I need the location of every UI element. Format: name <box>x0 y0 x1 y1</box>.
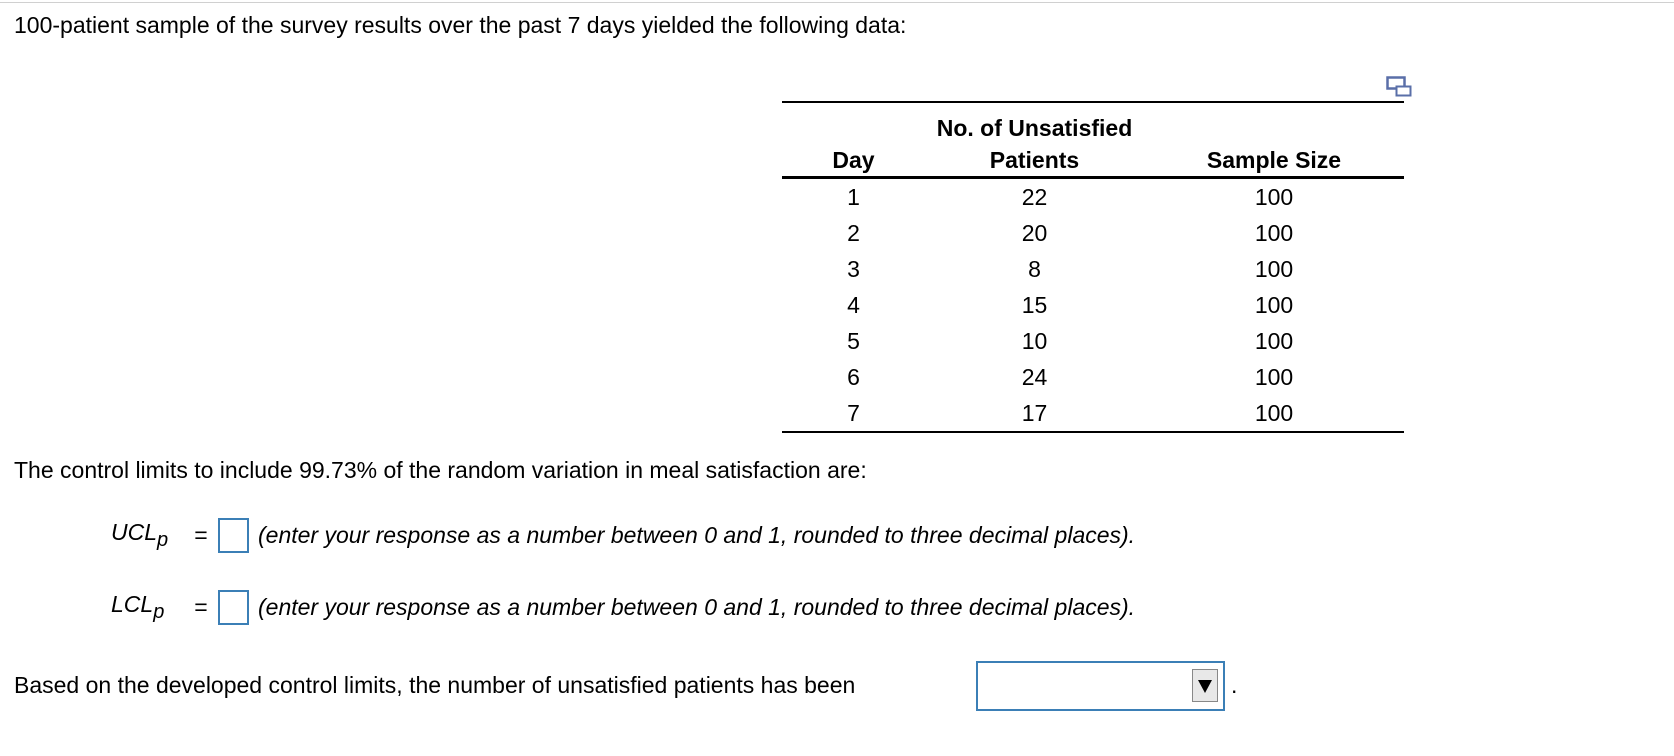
table-row <box>782 359 1404 395</box>
table-row <box>782 323 1404 359</box>
cell-sample-size: 100 <box>1254 256 1294 282</box>
table-row <box>782 395 1404 432</box>
sentence-period: . <box>1231 672 1238 698</box>
dropdown-arrow-icon[interactable] <box>1192 669 1218 702</box>
ucl-row <box>111 518 1135 553</box>
ucl-label <box>111 519 191 552</box>
cell-day: 1 <box>847 184 860 210</box>
cell-day: 5 <box>847 328 860 354</box>
header-sample-size: Sample Size <box>1206 147 1342 173</box>
cell-day: 2 <box>847 220 860 246</box>
table-row <box>782 287 1404 323</box>
copy-table-icon[interactable] <box>1386 76 1412 98</box>
cell-sample-size: 100 <box>1254 292 1294 318</box>
lcl-input[interactable] <box>218 590 249 625</box>
lcl-label <box>111 591 191 624</box>
lcl-label-text: LCL <box>111 591 154 617</box>
cell-day: 6 <box>847 364 860 390</box>
top-divider <box>0 2 1674 3</box>
header-day: Day <box>832 147 875 173</box>
cell-sample-size: 100 <box>1254 364 1294 390</box>
cell-unsatisfied: 22 <box>1021 184 1048 210</box>
table-row <box>782 251 1404 287</box>
table-header-row <box>782 102 1404 178</box>
lcl-hint: (enter your response as a number between 0 and 1, rounded to three decimal places). <box>258 594 1136 620</box>
cell-unsatisfied: 10 <box>1021 328 1048 354</box>
conclusion-text: Based on the developed control limits, the number of unsatisfied patients has been <box>14 672 856 698</box>
cell-unsatisfied: 8 <box>1028 256 1041 282</box>
cell-sample-size: 100 <box>1254 328 1294 354</box>
cell-unsatisfied: 17 <box>1021 400 1048 426</box>
lcl-subscript: p <box>153 601 165 623</box>
ucl-equals: = <box>194 522 208 548</box>
ucl-hint: (enter your response as a number between 0 and 1, rounded to three decimal places). <box>258 522 1136 548</box>
ucl-label-text: UCL <box>111 519 158 545</box>
data-table <box>782 101 1404 433</box>
table-row <box>782 215 1404 251</box>
lcl-row <box>111 590 1135 625</box>
cell-sample-size: 100 <box>1254 400 1294 426</box>
cell-sample-size: 100 <box>1254 184 1294 210</box>
cell-day: 7 <box>847 400 860 426</box>
lcl-equals: = <box>194 594 208 620</box>
cell-sample-size: 100 <box>1254 220 1294 246</box>
ucl-subscript: p <box>157 529 169 551</box>
ucl-input[interactable] <box>218 518 249 553</box>
cell-day: 4 <box>847 292 860 318</box>
cell-unsatisfied: 15 <box>1021 292 1048 318</box>
header-unsatisfied <box>925 102 1144 178</box>
header-unsatisfied-line1: No. of Unsatisfied <box>936 115 1133 141</box>
limits-instruction: The control limits to include 99.73% of the random variation in meal satisfaction are: <box>14 457 867 483</box>
conclusion-dropdown[interactable] <box>976 661 1225 711</box>
header-unsatisfied-line2: Patients <box>989 147 1080 173</box>
cell-day: 3 <box>847 256 860 282</box>
table-row <box>782 178 1404 216</box>
cell-unsatisfied: 20 <box>1021 220 1048 246</box>
intro-text: 100-patient sample of the survey results over the past 7 days yielded the following data: <box>14 12 907 38</box>
cell-unsatisfied: 24 <box>1021 364 1048 390</box>
